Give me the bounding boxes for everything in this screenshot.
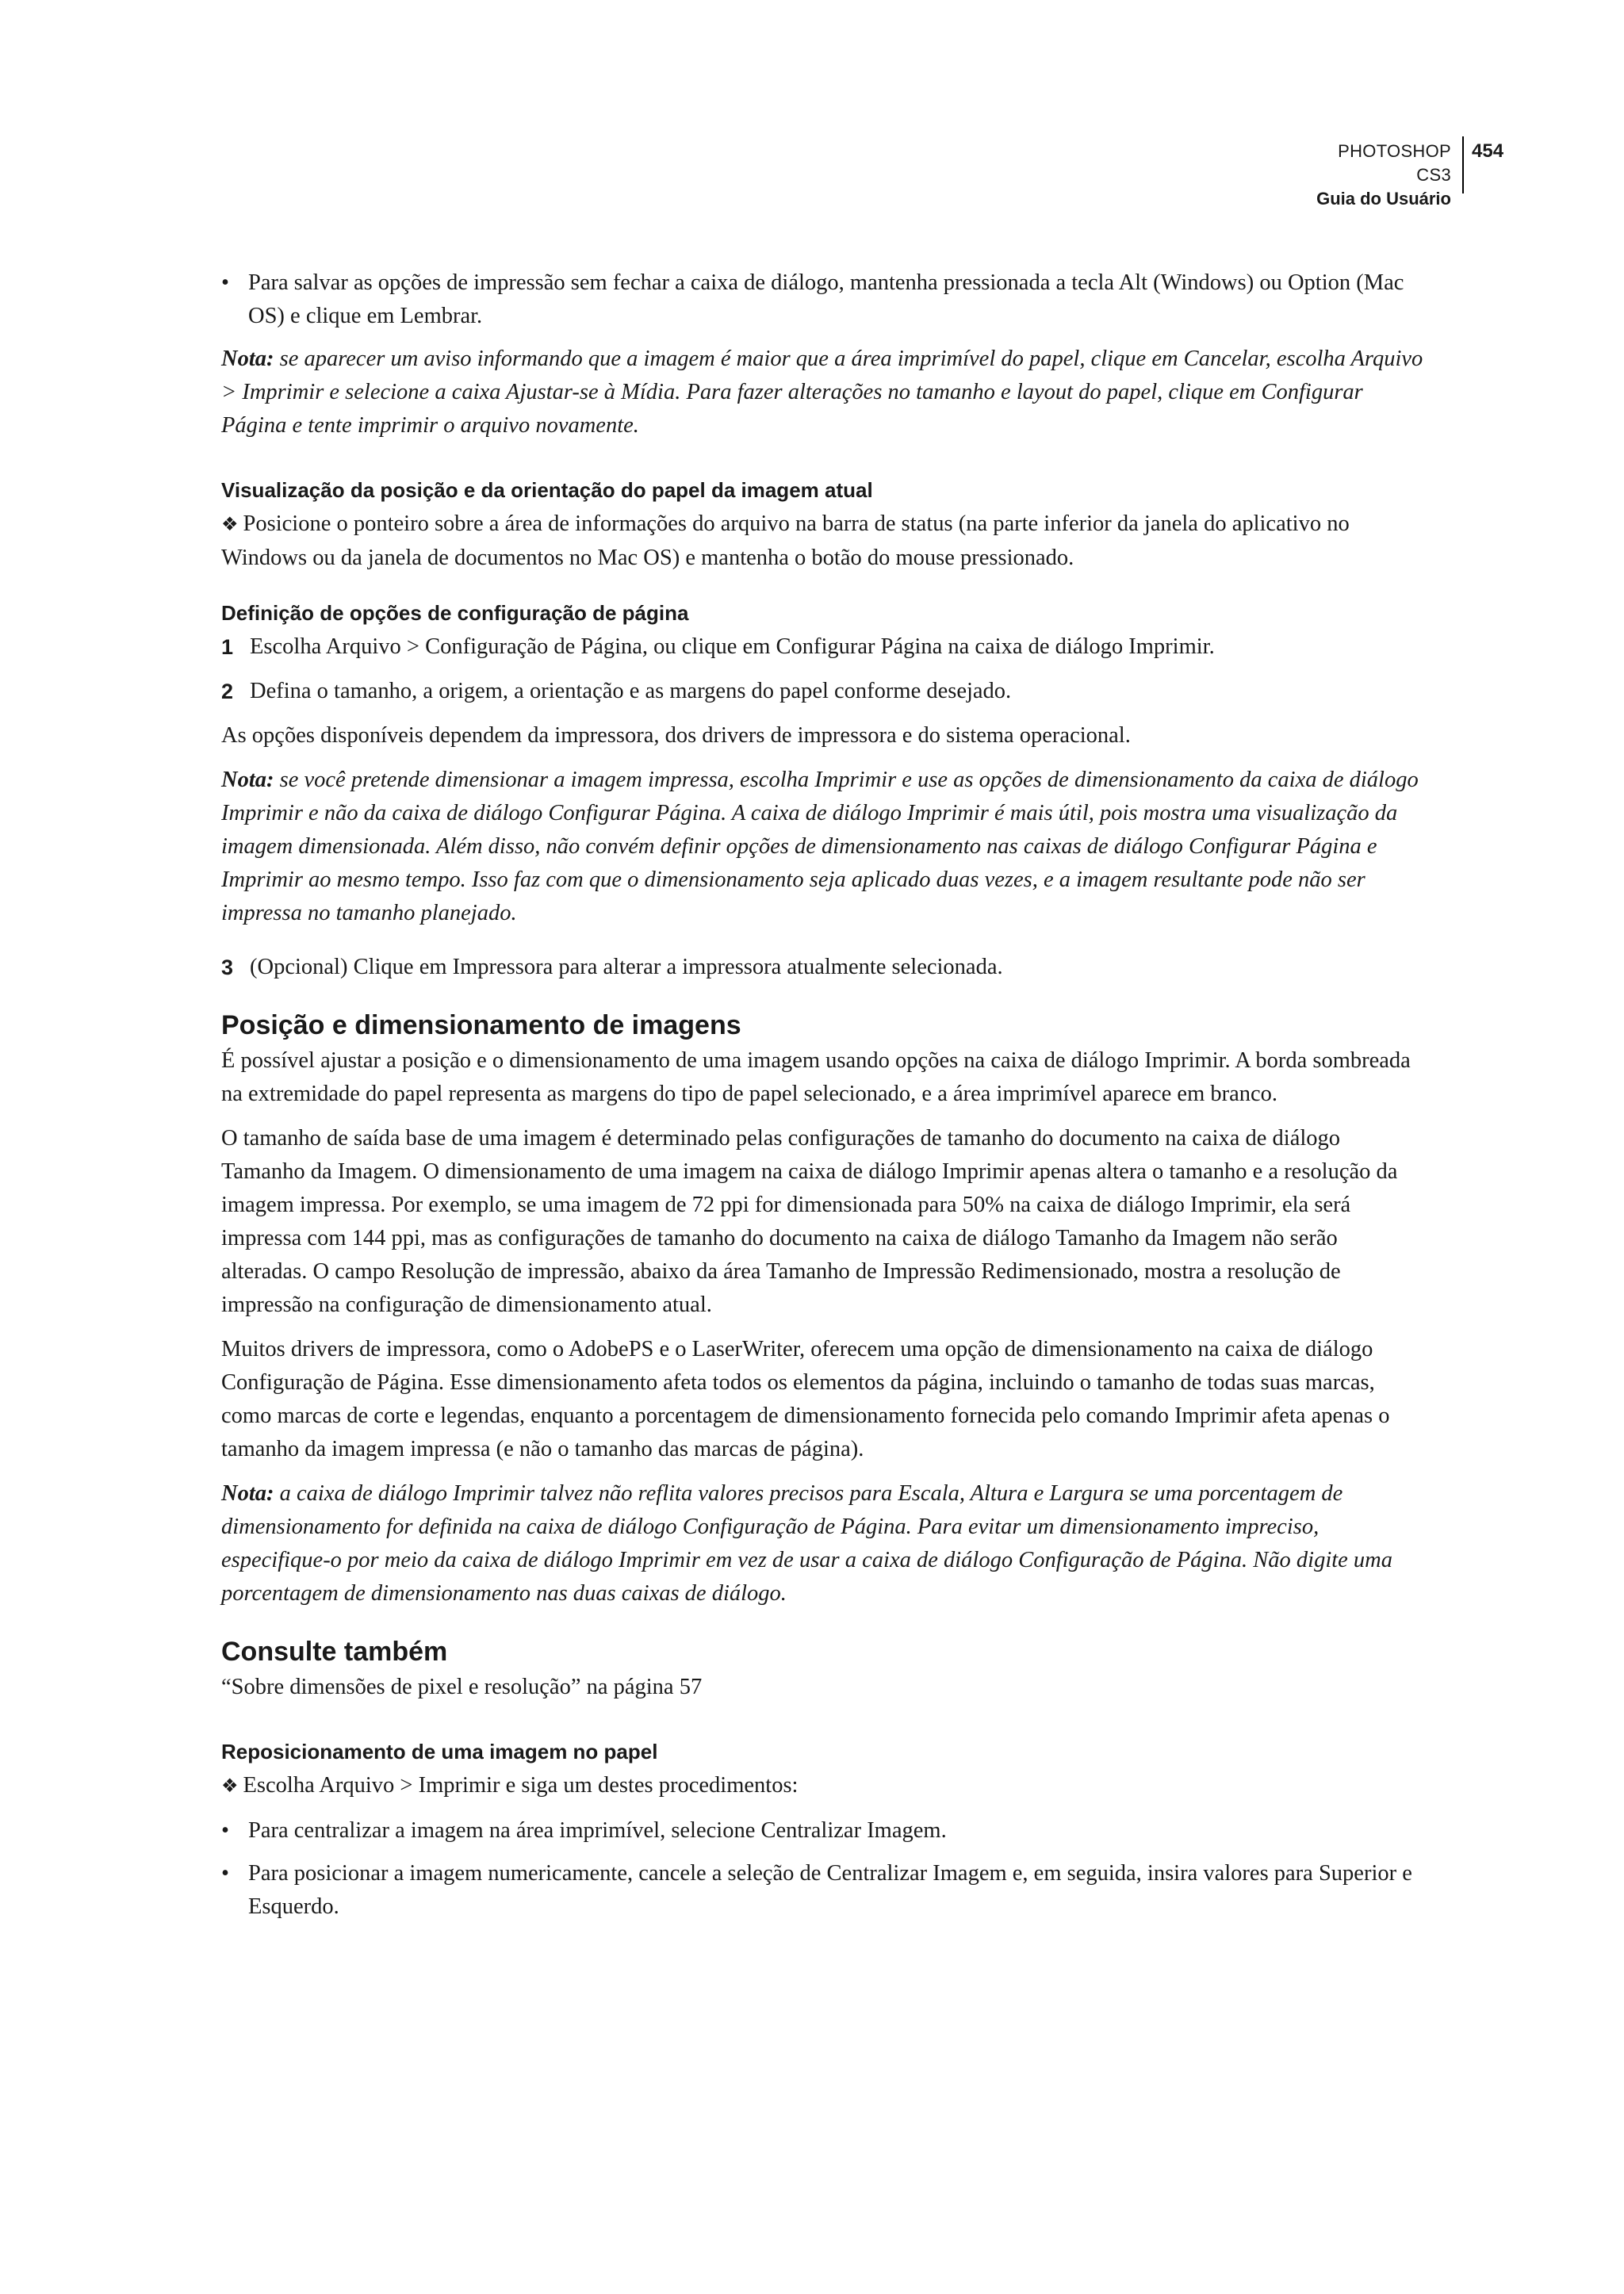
- bullet-text: Para centralizar a imagem na área imprimível, selecione Centralizar Imagem.: [248, 1818, 947, 1843]
- note-text: se aparecer um aviso informando que a imagem é maior que a área imprimível do papel, clique em Cancelar, escolha Arquivo > Imprimir e selecione a caixa Ajustar-se à Mídia. Para fazer alterações no tamanho e layout do papel, clique em Configurar Página e tente imprimir o arquivo novamente.: [221, 347, 1423, 438]
- note-text: a caixa de diálogo Imprimir talvez não reflita valores precisos para Escala, Altura e Largura se uma porcentagem de dimensionamento for definida na caixa de diálogo Configuração de Página. Para evitar um dimensionamento impreciso, especifique-o por meio da caixa de diálogo Imprimir em vez de usar a caixa de diálogo Configuração de Página. Não digite uma porcentagem de dimensionamento nas duas caixas de diálogo.: [221, 1481, 1393, 1606]
- bullet-item: [221, 266, 1427, 333]
- guide-title: Guia do Usuário: [1316, 189, 1451, 209]
- task-heading-reposition: Reposicionamento de uma imagem no papel: [221, 1740, 658, 1764]
- note: [221, 343, 1427, 442]
- task-instruction: [221, 1769, 1427, 1803]
- diamond-bullet-icon: ❖: [221, 1776, 239, 1797]
- header-divider: [1462, 136, 1464, 193]
- body-paragraph: As opções disponíveis dependem da impressora, dos drivers de impressora e do sistema operacional.: [221, 723, 1131, 748]
- page-header: [1308, 136, 1513, 209]
- bullet-item: [221, 1857, 1427, 1924]
- section-heading-see-also: Consulte também: [221, 1637, 448, 1667]
- bullet-icon: •: [221, 270, 229, 295]
- step-number: 2: [221, 680, 234, 703]
- bullet-icon: •: [221, 1861, 229, 1886]
- step-number: 3: [221, 956, 234, 979]
- step-number: 1: [221, 635, 234, 659]
- step-text: Escolha Arquivo > Configuração de Página, ou clique em Configurar Página na caixa de diálogo Imprimir.: [250, 634, 1215, 659]
- note-label: Nota:: [221, 768, 274, 792]
- task-instruction-text: Escolha Arquivo > Imprimir e siga um destes procedimentos:: [243, 1773, 799, 1798]
- body-paragraph: O tamanho de saída base de uma imagem é determinado pelas configurações de tamanho do documento na caixa de diálogo Tamanho da Imagem. O dimensionamento de uma imagem na caixa de diálogo Imprimir apenas altera o tamanho e a resolução da imagem impressa. Por exemplo, se uma imagem de 72 ppi for dimensionada para 50% na caixa de diálogo Imprimir, ela será impressa com 144 ppi, mas as configurações de tamanho do documento na caixa de diálogo Tamanho da Imagem não serão alteradas. O campo Resolução de impressão, abaixo da área Tamanho de Impressão Redimensionado, mostra a resolução de impressão na configuração de dimensionamento atual.: [221, 1126, 1398, 1317]
- task-heading-page-setup: Definição de opções de configuração de página: [221, 601, 689, 625]
- step-item: [221, 675, 1427, 708]
- note-label: Nota:: [221, 1481, 274, 1506]
- task-instruction: [221, 507, 1427, 575]
- note: [221, 764, 1427, 930]
- section-heading-position-scaling: Posição e dimensionamento de imagens: [221, 1010, 741, 1040]
- body-paragraph: Muitos drivers de impressora, como o AdobePS e o LaserWriter, oferecem uma opção de dimensionamento na caixa de diálogo Configuração de Página. Esse dimensionamento afeta todos os elementos da página, incluindo o tamanho de todas suas marcas, como marcas de corte e legendas, enquanto a porcentagem de dimensionamento fornecida pelo comando Imprimir afeta apenas o tamanho da imagem impressa (e não o tamanho das marcas de página).: [221, 1337, 1390, 1461]
- task-instruction-text: Posicione o ponteiro sobre a área de informações do arquivo na barra de status (na parte inferior da janela do aplicativo no Windows ou da janela de documentos no Mac OS) e mantenha o botão do mouse pressionado.: [221, 511, 1350, 570]
- diamond-bullet-icon: ❖: [221, 515, 239, 535]
- note-label: Nota:: [221, 347, 274, 371]
- product-name: PHOTOSHOP CS3: [1338, 141, 1451, 185]
- page-number: 454: [1472, 140, 1504, 162]
- step-item: [221, 630, 1427, 664]
- see-also-link[interactable]: “Sobre dimensões de pixel e resolução” na página 57: [221, 1675, 703, 1699]
- bullet-text: Para salvar as opções de impressão sem fechar a caixa de diálogo, mantenha pressionada a tecla Alt (Windows) ou Option (Mac OS) e clique em Lembrar.: [248, 270, 1404, 328]
- bullet-text: Para posicionar a imagem numericamente, cancele a seleção de Centralizar Imagem e, em seguida, insira valores para Superior e Esquerdo.: [248, 1861, 1412, 1919]
- step-text: (Opcional) Clique em Impressora para alterar a impressora atualmente selecionada.: [250, 955, 1003, 979]
- page-content: [221, 266, 1427, 1933]
- bullet-icon: •: [221, 1818, 229, 1843]
- running-header: [1308, 140, 1451, 211]
- step-item: [221, 951, 1427, 984]
- note: [221, 1477, 1427, 1610]
- bullet-item: [221, 1814, 1427, 1848]
- note-text: se você pretende dimensionar a imagem impressa, escolha Imprimir e use as opções de dimensionamento da caixa de diálogo Imprimir e não da caixa de diálogo Configurar Página. A caixa de diálogo Imprimir é mais útil, pois mostra uma visualização da imagem dimensionada. Além disso, não convém definir opções de dimensionamento nas caixas de diálogo Configurar Página e Imprimir ao mesmo tempo. Isso faz com que o dimensionamento seja aplicado duas vezes, e a imagem resultante pode não ser impressa no tamanho planejado.: [221, 768, 1419, 925]
- body-paragraph: É possível ajustar a posição e o dimensionamento de uma imagem usando opções na caixa de diálogo Imprimir. A borda sombreada na extremidade do papel representa as margens do tipo de papel selecionado, e a área imprimível aparece em branco.: [221, 1048, 1411, 1106]
- step-text: Defina o tamanho, a origem, a orientação e as margens do papel conforme desejado.: [250, 679, 1012, 703]
- task-heading-view-position: Visualização da posição e da orientação do papel da imagem atual: [221, 478, 873, 502]
